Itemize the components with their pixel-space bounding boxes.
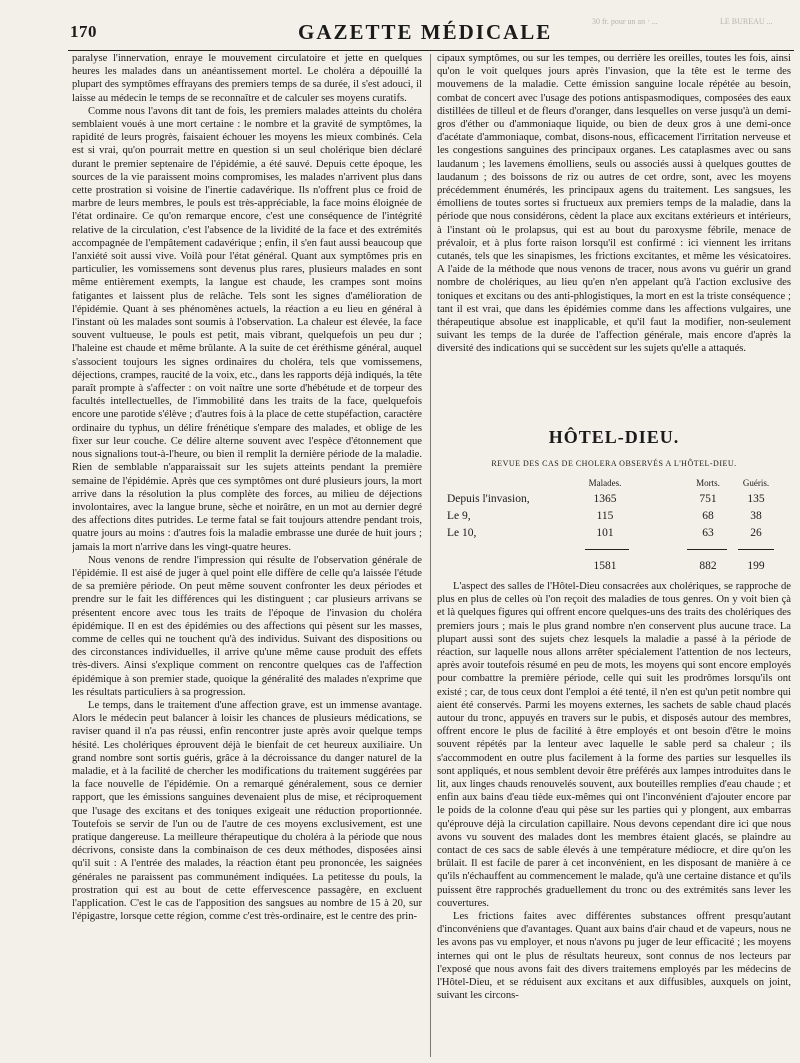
paragraph: Les frictions faites avec différentes substances offrent presqu'autant d'inconvéniens que d'avantages. Quant aux bains d'air chaud et de vapeurs, nous ne les avons pas vu employer, et nous n'avons pu juger de leur efficacité ; les moyens internes qui ont le plus de résultats heureux, sont connus de nos lecteurs par l'exposé que nous avons fait des divers traitemens employés par les médecins de l'Hôtel-Dieu, et se réduisent aux excitans et aux diffusibles, auxquels on joint, suivant les circons-: [437, 911, 791, 1002]
cell-morts: 63: [702, 527, 714, 539]
cell-morts: 68: [702, 510, 714, 522]
bleed-through-text-right: LE BUREAU ...: [720, 17, 773, 26]
total-morts: 882: [699, 560, 717, 572]
table-row: [437, 527, 791, 544]
paragraph: L'aspect des salles de l'Hôtel-Dieu consacrées aux cholériques, se rapproche de plus en plus de celles où l'on reçoit des maladies de tous genres. On y voit bien çà et là quelques figures qui offrent encore quelques-uns des traits des cholériques des premiers jours ; mais le plus grand nombre n'en conservent plus aucune trace. La plupart aussi sont des sujets chez lesquels la maladie a passé à la période de réaction, sur laquelle nous allons arrêter spécialement l'attention de nos lecteurs, après avoir toutefois résumé en peu de mots, les moyens qui sont encore employés pour combattre la première période, celle qui suit les prodrômes lorsqu'ils ont existé ; car, de tous ceux dont l'emploi a été tenté, il n'en est qu'un petit nombre qui aient été conservés. Parmi les moyens externes, les sachets de sable chaud placés autour du tronc, appuyés en travers sur le pubis, et disposés autour des membres, offrent encore le plus de facilité à être employés et ont besoin d'être le moins souvent répétés par la lenteur avec laquelle le sable perd sa chaleur ; ils s'accommodent en outre plus facilement à la forme des parties sur lesquelles ils sont appliqués, et nous semblent devoir être préférés aux lampes introduites dans le lit, aux linges chauds renouvelés souvent, aux bouteilles remplies d'eau chaude ; et enfin aux bains d'eau tiède eux-mêmes qui ont l'inconvénient d'ajouter encore par le poids de la colonne d'eau qui pèse sur les parties qui y plongent, aux embarras qu'éprouve déjà la circulation capillaire. Nous devons cependant dire ici que nous avons vu souvent des malades dont les membres étaient glacés, se plaindre au contact de ces sacs de sable élevés à une température médiocre, et dire qu'on les brûlait. Il est facile de parer à cet inconvénient, en les disposant de manière à ce qu'ils n'échauffent au commencement le malade, qu'à une certaine distance et qu'ils puissent être rapprochés graduellement du tronc ou des extrémités sans lever les couvertures.: [437, 581, 791, 909]
sum-rule-malades: [585, 549, 629, 550]
left-column: [72, 52, 422, 1059]
row-label: Depuis l'invasion,: [447, 493, 530, 505]
table-totals-row: [437, 560, 791, 577]
right-column-top: [437, 52, 791, 372]
table-header-row: [437, 478, 791, 493]
paragraph: Comme nous l'avons dit tant de fois, les premiers malades atteints du choléra semblaient voués à une mort certaine : le nombre et la gravité de symptômes, la rapidité de leurs progrès, faisaient échouer les moyens les mieux combinés. Cela est si vrai, qu'on pourrait mettre en question si un seul cholérique bien déclaré durant le premier septenaire de l'épidémie, a été sauvé. Depuis cette époque, les sources de la vie paraissent moins compromises, les malades n'arrivent plus dans cette prostration si voisine de l'inertie cadavérique. Ils n'offrent plus ce froid de marbre de leurs membres, le pouls est très-appréciable, la face moins éloignée de l'état ordinaire. Ce qu'on remarque encore, c'est une conséquence de l'intégrité relative de la circulation, c'est l'absence de la lividité de la face et des extrémités accompagnée de l'empâtement cadavérique ; enfin, il s'en faut aussi beaucoup que l'anxiété soit aussi vive. Voilà pour l'état général. Quant aux symptômes pris en particulier, les vomissemens sont devenus plus rares, plusieurs malades en sont même entièrement exempts, la langue est chaude, les crampes sont moins fatigantes et laissent plus de relâche. Tels sont les signes d'amélioration de l'épidémie. Quant à ses phénomènes actuels, la réaction a eu lieu en général à l'instant où les malades sont soumis à l'observation. La chaleur est élevée, la face souvent vultueuse, le pouls est petit, mais vibrant, quelquefois un peu dur ; l'haleine est chaude et même brûlante. A la suite de cet éréthisme général, auquel s'associent toujours les signes ordinaires du choléra, tels que vomissemens, déjections, crampes, raucité de la voix, etc., dans les rapports déjà indiqués, la tête paraît prompte à s'affecter : on voit naître une sorte d'hébétude et de torpeur des facultés intellectuelles, de l'immobilité dans les traits de la face, quelquefois encore une parotide s'élève ; d'autres fois à la place de cette stupéfaction, caractère ordinaire du typhus, un délire frénétique s'empare des malades, et oblige de les fixer sur leur couche. Ce délire alterne souvent avec l'espèce d'étonnement que nous signalions tout-à-l'heure, ou bien il remplit la dernière période de la maladie. Rien de semblable n'apparaissait sur les sujets atteints pendant la première semaine de l'épidémie. Après que ces symptômes ont duré plusieurs jours, la mort arrive dans la résolution la plus complète des forces, au milieu de déjections involontaires, avec la langue brune, sèche et noirâtre, en un mot au dernier degré des affections dites putrides. Le terme fatal se fait toujours attendre pendant trois, quatre jours au moins : d'autres fois la maladie embrasse une durée de huit jours ; jamais la mort n'arrive dans les vingt-quatre heures.: [72, 105, 422, 553]
sum-rule-morts: [687, 549, 727, 550]
total-malades: 1581: [593, 560, 617, 572]
cell-malades: 115: [596, 510, 614, 522]
paragraph: paralyse l'innervation, enraye le mouvement circulatoire et jette en quelques heures les malades dans un anéantissement mortel. Le choléra a dépouillé la plupart des symptômes effrayans des premiers temps de sa durée, il s'est adouci, il laisse au médecin le temps de se reconnaître et de calculer ses moyens curatifs.: [72, 53, 422, 104]
cell-malades: 1365: [593, 493, 617, 505]
paragraph: Le temps, dans le traitement d'une affection grave, est un immense avantage. Alors le médecin peut balancer à loisir les chances de plusieurs médications, se raviser quand il n'a pas réussi, enfin rencontrer juste après avoir quelque temps hésité. Les cholériques éprouvent déjà le bienfait de cet heureux auxiliaire. Un grand nombre sont sortis guéris, grâce à la décroissance du danger naturel de la maladie, et à la facilité de chercher les modifications du traitement suggérées par la face nouvelle de l'épidémie. On a remarqué généralement, sous ce dernier rapport, que les émissions sanguines devenaient plus de mise, et réciproquement que l'usage des excitans et des toniques exigeait une réduction proportionnée. Toutefois se servir de l'un ou de l'autre de ces moyens exclusivement, est une pratique dangereuse. La meilleure thérapeutique du choléra à la période que nous décrivons, consiste dans la combinaison de ces deux méthodes, disposées ainsi qu'il suit : A l'entrée des malades, la réaction étant peu prononcée, les saignées générales ne paraissent pas communément indiquées. La petitesse du pouls, la prostration qui est au bout de cette effervescence passagère, en excluent l'application. C'est le cas de l'apposition des sangsues au nombre de 15 à 20, sur l'épigastre, lorsque cette région, comme c'est très-ordinaire, est le centre des prin-: [72, 699, 422, 923]
section-title: HÔTEL-DIEU.: [548, 427, 680, 447]
cell-gueris: 135: [747, 493, 765, 505]
table-row: [437, 510, 791, 527]
cell-malades: 101: [596, 527, 614, 539]
cholera-statistics-table: [437, 478, 791, 577]
masthead-title: GAZETTE MÉDICALE: [298, 20, 553, 44]
header-morts: Morts.: [696, 478, 720, 488]
header-gueris: Guéris.: [742, 478, 770, 488]
cell-morts: 751: [699, 493, 717, 505]
cell-gueris: 38: [750, 510, 762, 522]
row-label: Le 9,: [447, 510, 471, 522]
page-number: 170: [70, 22, 97, 41]
right-column-bottom: [437, 580, 791, 1059]
paragraph: Nous venons de rendre l'impression qui résulte de l'observation générale de l'épidémie. Il est aisé de juger à quel point elle diffère de celle qu'a laissée l'étude de sa première période. On peut même souvent confronter les deux périodes et prendre sur le fait les différences qui les distinguent ; car plusieurs arrivans se présentent encore avec tous les traits de l'époque de l'invasion du choléra épidémique. Il en est des épidémies ou des affections qui pèsent sur les masses, comme de celles qui ne touchent qu'à des individus. Suivant des dispositions ou des circonstances individuelles, il arrive qu'une même cause produit des effets très-divers. Ainsi s'explique comment on rencontre quelques cas de l'affection épidémique à son premier stade, quoique la généralité des malades n'exprime que les résultats particuliers à sa progression.: [72, 554, 422, 698]
cell-gueris: 26: [750, 527, 762, 539]
bleed-through-text-left: 30 fr. pour un an · ...: [592, 17, 658, 26]
header-rule: [68, 50, 794, 51]
header-malades: Malades.: [588, 478, 622, 488]
section-subtitle: REVUE DES CAS DE CHOLERA OBSERVÉS A L'HÔTEL-DIEU.: [491, 459, 737, 468]
total-gueris: 199: [747, 560, 765, 572]
paragraph: cipaux symptômes, ou sur les tempes, ou derrière les oreilles, toutes les fois, ainsi qu'on le voit quelques jours après l'invasion, que la tête est le terme des mouvemens de la maladie. Cette émission sanguine locale répétée au besoin, combat de concert avec l'usage des potions antispasmodiques, composées des eaux distillées de tilleul et de fleurs d'oranger, dans lesquelles on verse jusqu'à un demi-gros d'éther ou d'ammoniaque liquide, ou bien de deux gros à une demi-once d'acétate d'ammoniaque, combat, disons-nous, efficacement l'irritation nerveuse et les congestions sanguines des principaux organes. Les cataplasmes avec ou sans laudanum ; les lavemens émolliens, seuls ou associés aussi à quelques gouttes de laudanum ; des boissons de riz ou autres de cet ordre, sont, avec les moyens précédemment énumérés, les principaux agens du traitement. Les sangsues, les émolliens de toutes sortes si fructueux aux premiers temps de la maladie, dans la période que nous considérons, cèdent la place aux excitans extérieurs et intérieurs, à l'instant où le prolapsus, qui est au bout du paroxysme fébrile, menace de prévaloir, et à plus forte raison lorsqu'il est confirmé : ici viennent les irritans cutanés, tels que les sinapismes, les frictions excitantes, et même les vésicatoires. A l'aide de la méthode que nous venons de tracer, nous avons vu guérir un grand nombre de cholériques, au lieu qu'en n'en appelant qu'à l'action exclusive des toniques et excitans ou des anti-phlogistiques, la mort en est la triste conséquence ; tant il est vrai, que dans les épidémies comme dans les affections vulgaires, une thérapeutique absolue est inapplicable, et qu'il faut la modifier, non-seulement suivant les temps de la durée de l'affection générale, mais encore d'après la diversité des indications qui se succèdent sur les sujets qu'elle a attaqués.: [437, 53, 791, 355]
row-label: Le 10,: [447, 527, 477, 539]
column-divider: [430, 54, 431, 1057]
table-row: [437, 493, 791, 510]
page-header: [52, 16, 796, 50]
sum-rule-gueris: [738, 549, 774, 550]
